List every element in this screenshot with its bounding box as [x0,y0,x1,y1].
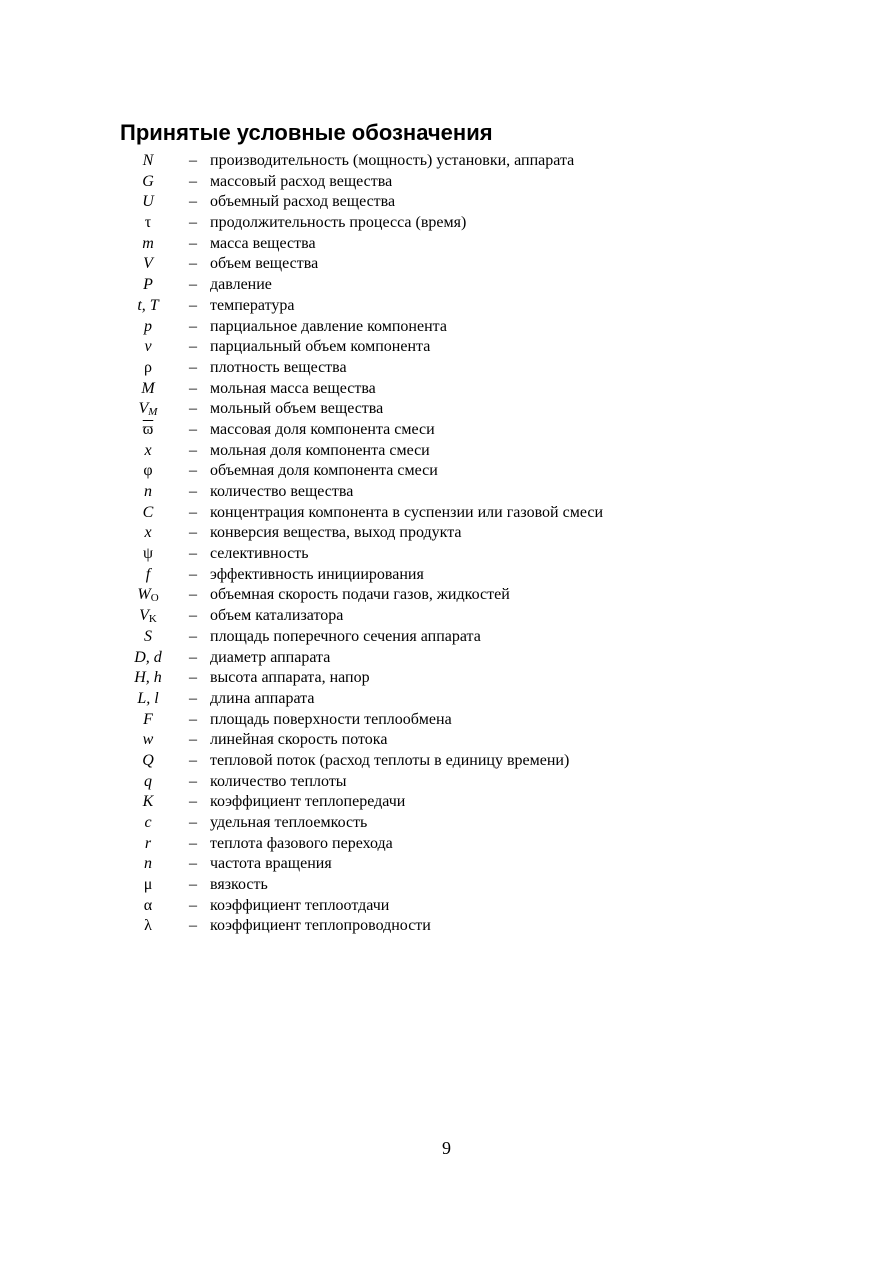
dash: – [189,834,197,852]
dash: – [189,358,197,376]
list-item [120,834,760,855]
page-number: 9 [442,1138,451,1158]
description: мольная доля компонента смеси [210,441,430,459]
description: производительность (мощность) установки, аппарата [210,152,575,169]
list-item [120,606,760,627]
description: объемный расход вещества [210,193,396,211]
dash: – [189,152,197,169]
list-item [120,772,760,793]
description: конверсия вещества, выход продукта [210,524,462,542]
symbol-base: V [139,607,149,625]
description: селективность [210,545,309,563]
list-item [120,234,760,255]
list-item [120,296,760,317]
symbol: f [145,565,151,583]
list-item [120,565,760,586]
description: длина аппарата [210,689,315,707]
list-item [120,813,760,834]
description: объем вещества [210,255,319,273]
symbol: q [144,772,152,790]
description: температура [210,296,295,314]
description: коэффициент теплопроводности [210,917,431,935]
dash: – [189,483,197,500]
dash: – [189,814,197,831]
dash: – [189,545,197,563]
symbol: V [143,255,153,273]
list-item [120,854,760,875]
dash: – [189,896,197,914]
description: масса вещества [210,234,316,252]
symbol: H, h [134,669,162,687]
list-item [120,254,760,275]
symbol: φ [143,462,153,480]
dash: – [189,296,197,314]
list-item [120,668,760,689]
symbol: C [142,503,154,521]
dash: – [189,731,197,749]
symbol: D, d [134,648,162,666]
symbol: ρ [144,358,152,376]
list-item [120,192,760,213]
dash: – [189,586,197,604]
description: площадь поперечного сечения аппарата [210,627,481,645]
dash: – [189,648,197,666]
dash: – [189,193,197,211]
description: теплота фазового перехода [210,834,393,852]
dash: – [189,793,197,811]
list-item [120,503,760,524]
dash: – [189,214,197,232]
description: продолжительность процесса (время) [210,214,467,232]
description: удельная теплоемкость [210,814,368,831]
symbol-with-subscript [120,606,176,627]
symbol: N [142,152,154,169]
description: мольный объем вещества [210,400,384,418]
description: объемная скорость подачи газов, жидкостей [210,586,510,604]
symbol-base: W [137,586,151,604]
dash: – [189,172,197,190]
list-item [120,585,760,606]
description: концентрация компонента в суспензии или газовой смеси [210,503,603,521]
dash: – [189,524,197,542]
dash: – [189,627,197,645]
list-item [120,358,760,379]
list-item [120,213,760,234]
dash: – [189,338,197,356]
symbol: Q [142,751,154,769]
list-item [120,151,760,172]
dash: – [189,876,197,894]
list-item [120,792,760,813]
description: количество теплоты [210,772,347,790]
dash: – [189,400,197,418]
list-item [120,710,760,731]
description: высота аппарата, напор [210,669,370,687]
list-item [120,275,760,296]
symbol: α [143,896,153,914]
list-item [120,420,760,441]
list-item [120,172,760,193]
symbol-subscript: K [148,613,157,626]
description: коэффициент теплопередачи [210,793,406,811]
list-item [120,399,760,420]
symbol: S [144,627,152,645]
list-item [120,441,760,462]
list-item [120,875,760,896]
symbol: w [142,731,154,749]
description: эффективность инициирования [210,565,424,583]
description: плотность вещества [210,358,347,376]
description: частота вращения [210,855,332,873]
description: массовый расход вещества [210,172,393,190]
list-item [120,751,760,772]
list-item [120,689,760,710]
list-item [120,337,760,358]
symbol: n [144,855,152,873]
list-item [120,730,760,751]
symbol-with-subscript [120,585,176,606]
list-item [120,482,760,503]
symbol: x [144,441,152,459]
description: мольная масса вещества [210,379,376,397]
symbol-base: V [138,400,149,418]
dash: – [189,462,197,480]
symbol: λ [144,917,152,935]
dash: – [189,276,197,294]
list-item [120,544,760,565]
list-item [120,627,760,648]
symbol-with-subscript [120,399,176,420]
dash: – [189,420,197,438]
symbol: m [142,234,154,252]
dash: – [189,234,197,252]
dash: – [189,255,197,273]
symbol: M [141,379,155,397]
symbol-list [120,151,760,937]
list-item [120,648,760,669]
dash: – [189,710,197,728]
symbol: x [144,524,152,542]
list-item [120,461,760,482]
description: коэффициент теплоотдачи [210,896,390,914]
symbol: G [142,172,154,190]
list-item [120,379,760,400]
symbol: U [142,193,154,211]
description: количество вещества [210,483,354,500]
description: парциальное давление компонента [210,317,447,335]
symbol: L, l [137,689,159,707]
dash: – [189,379,197,397]
dash: – [189,503,197,521]
list-item [120,523,760,544]
description: вязкость [210,876,268,894]
symbol: r [144,834,152,852]
symbol: p [144,317,152,335]
list-item [120,317,760,338]
dash: – [189,441,197,459]
symbol: P [143,276,153,294]
symbol: F [143,710,153,728]
description: объем катализатора [210,607,344,625]
description: давление [210,276,272,294]
symbol: $\overline{ϖ}$ [142,420,154,438]
description: линейная скорость потока [210,731,388,749]
symbol: τ [144,214,152,232]
symbol: v [144,338,152,356]
dash: – [189,317,197,335]
symbol-subscript: O [150,592,159,605]
description: парциальный объем компонента [210,338,431,356]
symbol: μ [143,876,153,894]
symbol: c [144,814,152,831]
dash: – [189,607,197,625]
list-item [120,896,760,917]
description: тепловой поток (расход теплоты в единицу времени) [210,751,570,769]
symbol: t, T [137,296,159,314]
description: массовая доля компонента смеси [210,420,435,438]
symbol: K [142,793,154,811]
dash: – [189,917,197,935]
dash: – [189,855,197,873]
dash: – [189,772,197,790]
symbol: ψ [142,545,153,563]
dash: – [189,751,197,769]
dash: – [189,689,197,707]
description: объемная доля компонента смеси [210,462,438,480]
page-title: Принятые условные обозначения [120,120,493,145]
dash: – [189,669,197,687]
description: площадь поверхности теплообмена [210,710,452,728]
list-item [120,916,760,937]
description: диаметр аппарата [210,648,331,666]
dash: – [189,565,197,583]
symbol: n [144,483,152,500]
symbol-subscript: M [148,406,158,419]
